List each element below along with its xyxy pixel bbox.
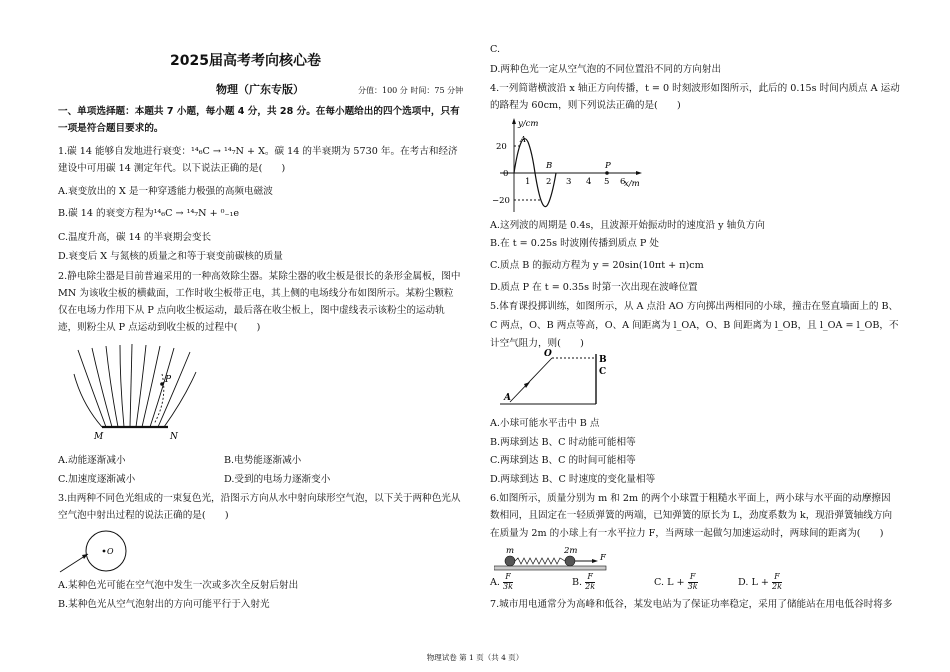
q1-option-d: D.衰变后 X 与氮核的质量之和等于衰变前碳核的质量	[58, 251, 283, 262]
q3-stem: 3.由两种不同色光组成的一束复色光，沿图示方向从水中射向球形空气泡，以下关于两种色光从空气泡中射出过程的说法正确的是( )	[58, 493, 461, 522]
q6-b-denominator: 2k	[585, 581, 596, 591]
q4-ytick-neg20: −20	[492, 196, 510, 206]
q5-option-c: C.两球到达 B、C 的时间可能相等	[490, 455, 636, 466]
q1-option-b-eq: ¹⁴₆C → ¹⁴₇N + ⁰₋₁e	[153, 208, 240, 219]
q6-option-a-prefix: A.	[490, 576, 500, 588]
field-line	[106, 346, 118, 427]
q1-equation: ¹⁴₆C → ¹⁴₇N + X	[191, 146, 265, 157]
q4-ylabel: y/cm	[518, 119, 539, 129]
q2-field-diagram	[72, 344, 202, 444]
q1-option-b	[58, 208, 239, 221]
q5-option-b: B.两球到达 B、C 时动能可能相等	[490, 437, 636, 448]
q4-ytick-0: 0	[503, 169, 509, 179]
q6-label-f: F	[600, 553, 606, 563]
q6-c-denominator: 3k	[687, 581, 698, 591]
q6-force-arrow	[592, 559, 598, 563]
q4-wave-graph	[490, 116, 650, 216]
section-heading: 一、单项选择题：本题共 7 小题，每小题 4 分，共 28 分。在每小题给出的四个选项中，只有一项是符合题目要求的。	[58, 106, 460, 134]
q3-air-bubble	[86, 531, 126, 571]
q4-x-arrow	[636, 171, 642, 175]
q1-stem-b: 。碳 14 的半衰期为 5730 年。在考古和经济建设中可用碳 14 测定年代。以下说法正确的是( )	[58, 146, 458, 174]
q5-option-a: A.小球可能水平击中 B 点	[490, 418, 600, 429]
q4-label-a: A	[520, 135, 527, 145]
q4-ytick-20: 20	[496, 142, 507, 152]
page-footer: 物理试卷 第 1 页（共 4 页）	[426, 653, 524, 662]
field-line	[130, 344, 132, 427]
q5-label-c: C	[599, 367, 607, 377]
q3-option-a: A.某种色光可能在空气泡中发生一次或多次全反射后射出	[58, 580, 299, 591]
field-line	[150, 348, 174, 427]
q6-option-c-fraction	[688, 573, 698, 592]
q2-option-a: A.动能逐渐减小	[58, 455, 126, 466]
q2-label-m: M	[94, 432, 104, 442]
q2-option-b: B.电势能逐渐减小	[224, 455, 302, 466]
q6-ball-2m	[565, 556, 575, 566]
q1-stem	[58, 144, 462, 178]
q4-option-d: D.质点 P 在 t = 0.35s 时第一次出现在波峰位置	[490, 282, 698, 293]
q6-label-2m: 2m	[564, 546, 578, 556]
page-title: 2025届高考考向核心卷	[170, 53, 321, 69]
q6-option-a-fraction	[503, 573, 513, 592]
q4-option-b: B.在 t = 0.25s 时波刚传播到质点 P 处	[490, 238, 659, 249]
q4-y-arrow	[512, 118, 516, 124]
score-time: 分值：100 分 时间：75 分钟	[358, 86, 464, 95]
q4-xlabel: x/m	[624, 179, 640, 189]
q6-ground	[494, 566, 606, 570]
q2-option-c: C.加速度逐渐减小	[58, 474, 136, 485]
q6-option-b-prefix: B.	[572, 576, 583, 588]
q5-throw-arrow	[524, 382, 530, 388]
field-line	[74, 374, 102, 427]
q4-xtick-2: 2	[546, 177, 552, 187]
q6-d-numerator: F	[772, 573, 782, 583]
q3-option-b: B.某种色光从空气泡射出的方向可能平行于入射光	[58, 599, 270, 610]
q5-ao-line	[510, 358, 552, 402]
q5-label-b: B	[599, 355, 607, 365]
q4-xtick-6: 6	[620, 177, 626, 187]
q6-d-denominator: 2k	[771, 581, 782, 591]
q4-xtick-5: 5	[604, 177, 610, 187]
q4-option-c: C.质点 B 的振动方程为 y = 20sin(10πt + π)cm	[490, 260, 704, 271]
q6-c-numerator: F	[688, 573, 698, 583]
q3-bubble-diagram	[58, 524, 138, 578]
q2-stem: 2.静电除尘器是目前普遍采用的一种高效除尘器。某除尘器的收尘板是很长的条形金属板，图中 MN 为该收尘板的横截面，工作时收尘板带正电，其上侧的电场线分布如图所示。某粉尘颗粒仅在电场力作用下从 P 点向收尘板运动，最后落在收尘板上，图中虚线表示该粉尘的运动轨迹，则粉尘从 P 点运动到收尘板的过程中( )	[58, 271, 461, 334]
q4-option-a: A.这列波的周期是 0.4s，且波源开始振动时的速度沿 y 轴负方向	[490, 220, 765, 231]
q5-throw-diagram	[500, 348, 610, 410]
q2-point-p	[160, 382, 164, 386]
q7-stem: 7.城市用电通常分为高峰和低谷，某发电站为了保证功率稳定，采用了储能站在用电低谷时将多	[490, 599, 893, 610]
q2-option-d: D.受到的电场力逐渐变小	[224, 474, 331, 485]
q4-xtick-3: 3	[566, 177, 572, 187]
q6-option-d-prefix: D. L +	[738, 576, 769, 588]
q1-stem-a: 1.碳 14 能够自发地进行衰变：	[58, 146, 191, 157]
q6-option-d	[738, 573, 782, 592]
q5-label-o: O	[544, 349, 552, 359]
q3-option-c: C.	[490, 44, 501, 55]
q1-option-c: C.温度升高，碳 14 的半衰期会变长	[58, 232, 212, 243]
q6-spring	[515, 558, 565, 564]
q6-option-b-fraction	[585, 573, 595, 592]
q6-label-m: m	[506, 546, 515, 556]
q6-a-numerator: F	[503, 573, 513, 583]
q5-stem: 5.体育课投掷训练，如图所示，从 A 点沿 AO 方向掷出两相同的小球，撞击在竖直墙面上的 B、C 两点，O、B 两点等高，O、A 间距离为 l_OA，O、B 间距离为 l_OB，且 l_OA = l_OB，不计空气阻力，则( )	[490, 301, 899, 350]
q6-option-c	[654, 573, 698, 592]
q5-option-d: D.两球到达 B、C 时速度的变化量相等	[490, 474, 656, 485]
q4-xtick-4: 4	[586, 177, 592, 187]
field-line	[120, 345, 124, 427]
field-line	[158, 352, 190, 427]
q6-stem: 6.如图所示，质量分别为 m 和 2m 的两个小球置于粗糙水平面上，两小球与水平面的动摩擦因数相同，且固定在一轻质弹簧的两端，已知弹簧的原长为 L，劲度系数为 k，现沿弹簧轴线方向在质量为 2m 的小球上有一水平拉力 F，当两球一起做匀加速运动时，两球间的距离为( )	[490, 493, 893, 539]
q2-label-p: P	[165, 375, 172, 385]
q1-option-a: A.衰变放出的 X 是一种穿透能力极强的高频电磁波	[58, 186, 273, 197]
q6-spring-diagram	[494, 546, 614, 572]
q6-a-denominator: 3k	[503, 581, 513, 591]
q5-label-a: A	[504, 393, 511, 403]
q3-option-d: D.两种色光一定从空气泡的不同位置沿不同的方向射出	[490, 64, 722, 75]
q4-xtick-1: 1	[525, 177, 531, 187]
q6-ball-m	[505, 556, 515, 566]
q4-stem: 4.一列简谐横波沿 x 轴正方向传播，t = 0 时刻波形如图所示，此后的 0.15s 时间内质点 A 运动的路程为 60cm，则下列说法正确的是( )	[490, 83, 900, 112]
q4-label-p: P	[605, 161, 611, 171]
q6-option-a	[490, 573, 513, 592]
page-subtitle: 物理（广东专版）	[216, 83, 304, 96]
q3-center-dot	[103, 550, 106, 553]
q6-option-b	[572, 573, 595, 592]
q2-label-n: N	[170, 432, 178, 442]
q3-label-o: O	[107, 547, 114, 556]
q4-label-b: B	[546, 161, 553, 171]
q6-option-c-prefix: C. L +	[654, 576, 685, 588]
q4-point-p	[605, 171, 609, 175]
q6-option-d-fraction	[772, 573, 782, 592]
q6-b-numerator: F	[585, 573, 595, 583]
q1-option-b-prefix: B.碳 14 的衰变方程为	[58, 208, 154, 219]
